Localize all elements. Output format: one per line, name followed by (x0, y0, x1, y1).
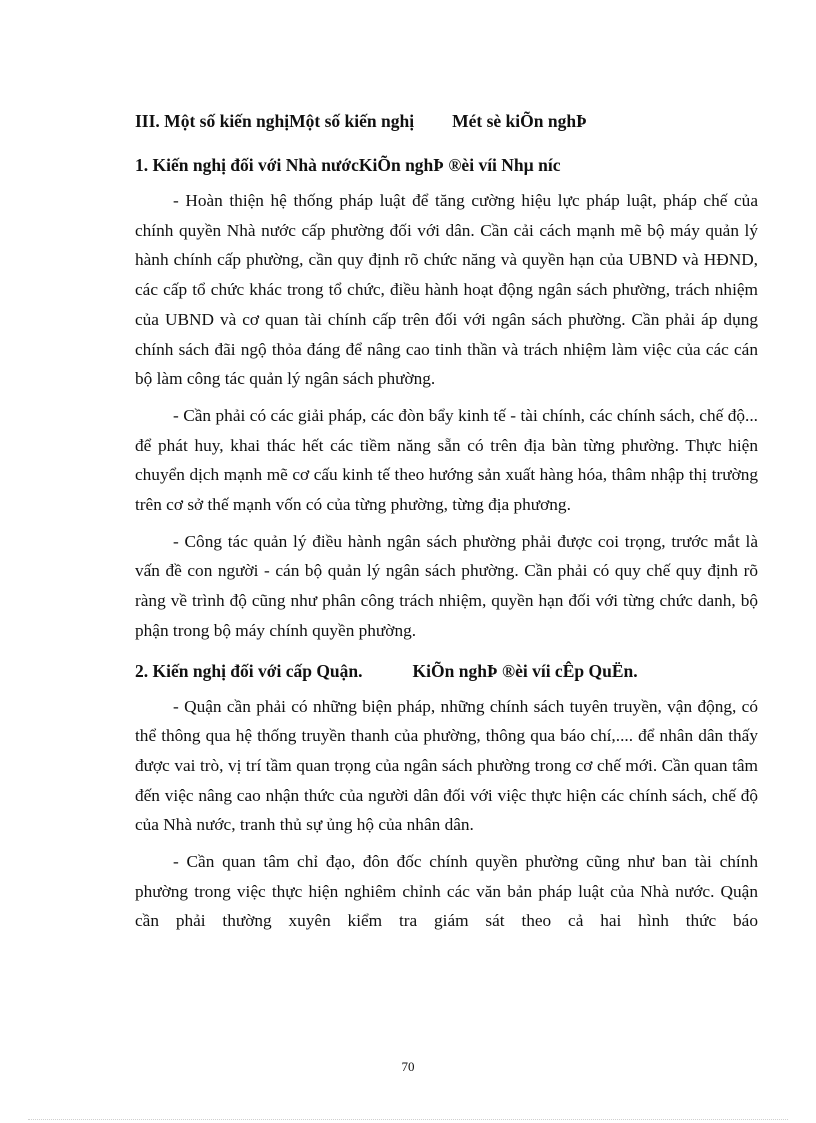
section-heading (135, 108, 758, 134)
section-title: III. Một số kiến nghịMột số kiến nghị (135, 111, 415, 131)
page-content (135, 108, 758, 943)
paragraph-3: - Công tác quản lý điều hành ngân sách phường phải được coi trọng, trước mắt là vấn đề con người - cán bộ quản lý ngân sách phường. Cần phải có quy chế quy định rõ ràng về trình độ cũng như phân công trách nhiệm, quyền hạn đối với từng chức danh, bộ phận trong bộ máy chính quyền phường. (135, 531, 758, 640)
page-number: 70 (401, 1059, 415, 1074)
paragraph-4: - Quận cần phải có những biện pháp, những chính sách tuyên truyền, vận động, có thể thông qua hệ thống truyền thanh của phường, thông qua báo chí,.... để nhân dân thấy được vai trò, vị trí tầm quan trọng của ngân sách phường trong cơ chế mới. Cần quan tâm đến việc nâng cao nhận thức của người dân đối với việc thực hiện các chính sách, chế độ của Nhà nước, tranh thủ sự ủng hộ của nhân dân. (135, 696, 758, 835)
paragraph-1: - Hoàn thiện hệ thống pháp luật để tăng cường hiệu lực pháp luật, pháp chế của chính quyền Nhà nước cấp phường đối với dân. Cần cải cách mạnh mẽ bộ máy quản lý hành chính cấp phường, cần quy định rõ chức năng và quyền hạn của UBND và HĐND, các cấp tổ chức khác trong tổ chức, điều hành hoạt động ngân sách phường, trách nhiệm của UBND và cơ quan tài chính cấp trên đối với ngân sách phường. Cần phải áp dụng chính sách đãi ngộ thỏa đáng để nâng cao tinh thần và trách nhiệm làm việc của các cán bộ làm công tác quản lý ngân sách phường. (135, 191, 758, 389)
subsection-2-title: 2. Kiến nghị đối với cấp Quận. (135, 660, 363, 681)
paragraph-2: - Cần phải có các giải pháp, các đòn bẩy kinh tế - tài chính, các chính sách, chế độ... để phát huy, khai thác hết các tiềm năng sẵn có trên địa bàn từng phường. Thực hiện chuyển dịch mạnh mẽ cơ cấu kinh tế theo hướng sản xuất hàng hóa, thâm nhập thị trường trên cơ sở thế mạnh vốn có của từng phường, từng địa phương. (135, 405, 758, 515)
subsection-1-heading: 1. Kiến nghị đối với Nhà nướcKiÕn nghÞ ®èi víi Nhµ níc (135, 155, 561, 175)
subsection-2-heading (135, 658, 758, 684)
page-bottom-divider (28, 1119, 788, 1120)
paragraph-5: - Cần quan tâm chỉ đạo, đôn đốc chính quyền phường cũng như ban tài chính phường trong việc thực hiện nghiêm chỉnh các văn bản pháp luật của Nhà nước. Quận cần phải thường xuyên kiểm tra giám sát theo cả hai hình thức báo (135, 852, 758, 931)
subsection-2-title-garbled: KiÕn nghÞ ®èi víi cÊp QuËn. (412, 660, 638, 681)
section-title-garbled: Mét sè kiÕn nghÞ (452, 111, 587, 131)
